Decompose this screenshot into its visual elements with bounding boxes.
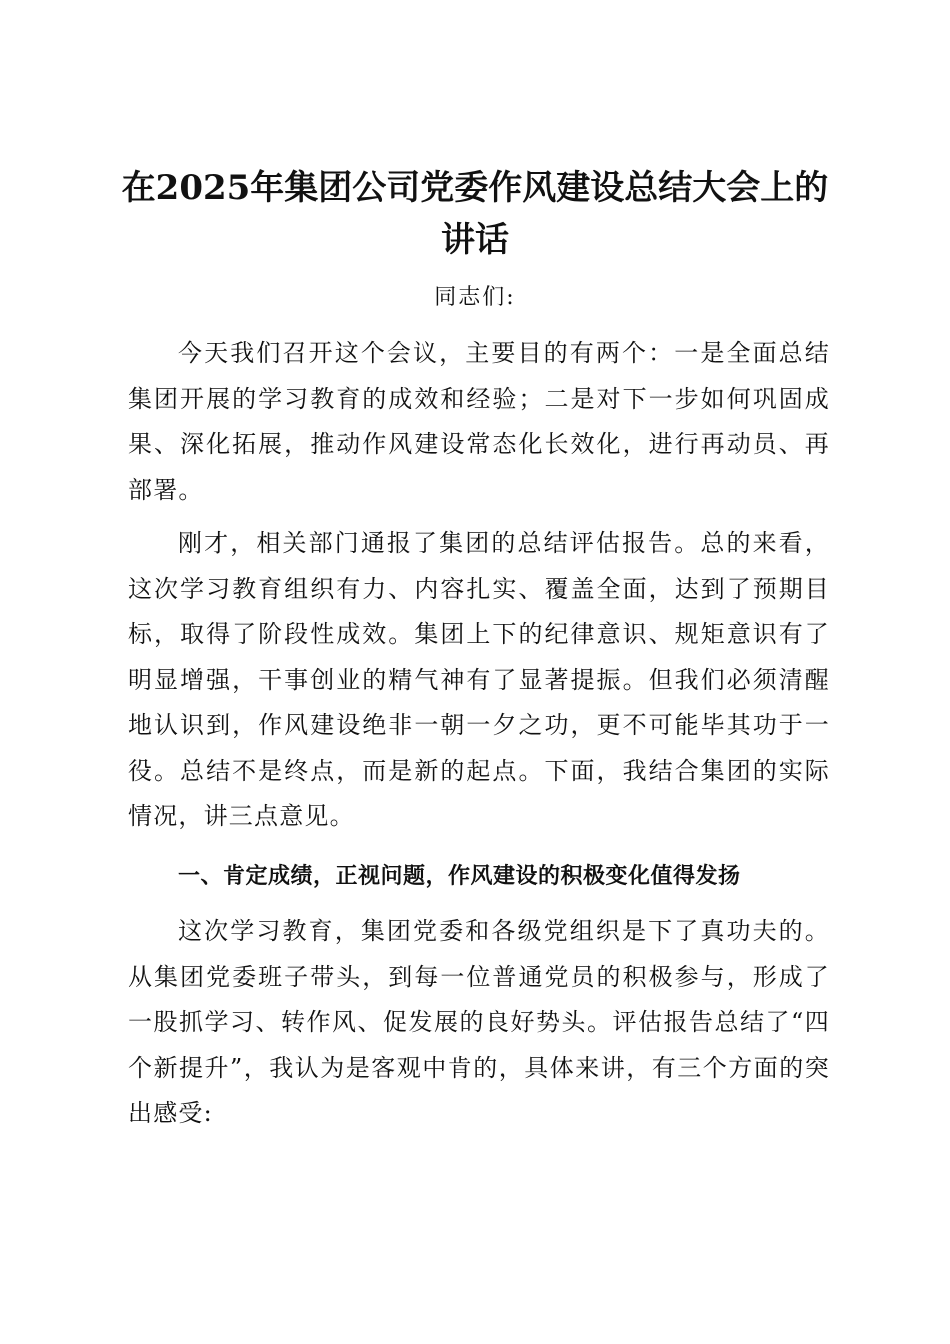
salutation: 同志们: xyxy=(434,285,516,310)
paragraph-section-one: 这次学习教育，集团党委和各级党组织是下了真功夫的。从集团党委班子带头，到每一位普通党员的积极参与，形成了一股抓学习、转作风、促发展的良好势头。评估报告总结了“四个新提升”，我认为是客观中肯的，具体来讲，有三个方面的突出感受: xyxy=(128,917,830,1127)
paragraph-summary: 刚才，相关部门通报了集团的总结评估报告。总的来看，这次学习教育组织有力、内容扎实、覆盖全面，达到了预期目标，取得了阶段性成效。集团上下的纪律意识、规矩意识有了明显增强，干事创业的精气神有了显著提振。但我们必须清醒地认识到，作风建设绝非一朝一夕之功，更不可能毕其功于一役。总结不是终点，而是新的起点。下面，我结合集团的实际情况，讲三点意见。 xyxy=(128,529,830,830)
document-title: 在2025年集团公司党委作风建设总结大会上的讲话 xyxy=(121,168,829,260)
section-heading: 一、肯定成绩，正视问题，作风建设的积极变化值得发扬 xyxy=(178,864,741,889)
paragraph-intro: 今天我们召开这个会议，主要目的有两个：一是全面总结集团开展的学习教育的成效和经验；二是对下一步如何巩固成果、深化拓展，推动作风建设常态化长效化，进行再动员、再部署。 xyxy=(128,339,830,504)
